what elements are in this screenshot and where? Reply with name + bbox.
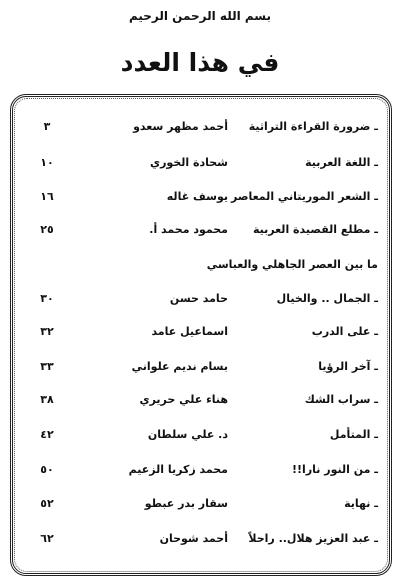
toc-page: ٦٢ [40, 532, 54, 545]
toc-title: ـ ضرورة القراءة التراثية [248, 120, 378, 133]
toc-page: ٣٣ [40, 360, 54, 373]
toc-title: ـ اللغة العربية [305, 156, 378, 169]
toc-title: ـ آخر الرؤيا [318, 360, 378, 373]
toc-page: ١٦ [40, 190, 54, 203]
toc-row[interactable] [24, 292, 378, 312]
toc-row[interactable] [24, 190, 378, 210]
toc-page: ٣٠ [40, 292, 54, 305]
toc-title: ـ الشعر الموريتاني المعاصر [231, 190, 378, 203]
toc-row[interactable] [24, 223, 378, 243]
toc-row[interactable] [24, 120, 378, 140]
toc-author: اسماعيل عامد [151, 325, 228, 338]
toc-subtitle-note: ما بين العصر الجاهلي والعباسي [206, 258, 378, 271]
toc-title: ـ على الدرب [311, 325, 378, 338]
toc-author: يوسف غاله [166, 190, 228, 203]
toc-row[interactable] [24, 463, 378, 483]
toc-title: ـ نهاية [344, 497, 378, 510]
toc-author: سقار بدر عبطو [144, 497, 228, 510]
toc-author: د. علي سلطان [147, 428, 228, 441]
basmala: بسم الله الرحمن الرحيم [128, 9, 272, 23]
toc-author: محمد زكريا الزعيم [128, 463, 228, 476]
page-title: في هذا العدد [120, 48, 280, 77]
toc-row[interactable] [24, 393, 378, 413]
toc-title: ـ سراب الشك [304, 393, 378, 406]
toc-row[interactable] [24, 428, 378, 448]
toc-page: ٤٢ [40, 428, 54, 441]
toc-page: ٣ [43, 120, 51, 133]
toc-page: ٣٢ [40, 325, 54, 338]
toc-page: ٢٥ [40, 223, 54, 236]
toc-author: حامد حسن [169, 292, 228, 305]
toc-author: أحمد مظهر سعدو [133, 120, 228, 133]
toc-row[interactable] [24, 532, 378, 552]
toc-row[interactable] [24, 497, 378, 517]
toc-page: ٥٠ [40, 463, 54, 476]
toc-page: ٥٢ [40, 497, 54, 510]
toc-author: هناء علي حريري [139, 393, 228, 406]
toc-author: بسام نديم علواني [131, 360, 228, 373]
toc-title: ـ الجمال .. والخيال [276, 292, 378, 305]
toc-row[interactable] [24, 156, 378, 176]
toc-title: ـ من النور نارا!! [292, 463, 378, 476]
toc-page: ٣٨ [40, 393, 54, 406]
toc-title: ـ المتأمل [329, 428, 378, 441]
toc-author: محمود محمد أ. [149, 223, 228, 236]
toc-row[interactable] [24, 360, 378, 380]
toc-title: ـ عبد العزيز هلال.. راحلاً [248, 532, 378, 545]
toc-row[interactable] [24, 325, 378, 345]
toc-page: ١٠ [40, 156, 54, 169]
toc-author: شحادة الخوري [150, 156, 228, 169]
toc-author: أحمد شوحان [159, 532, 228, 545]
toc-title: ـ مطلع القصيدة العربية [252, 223, 378, 236]
